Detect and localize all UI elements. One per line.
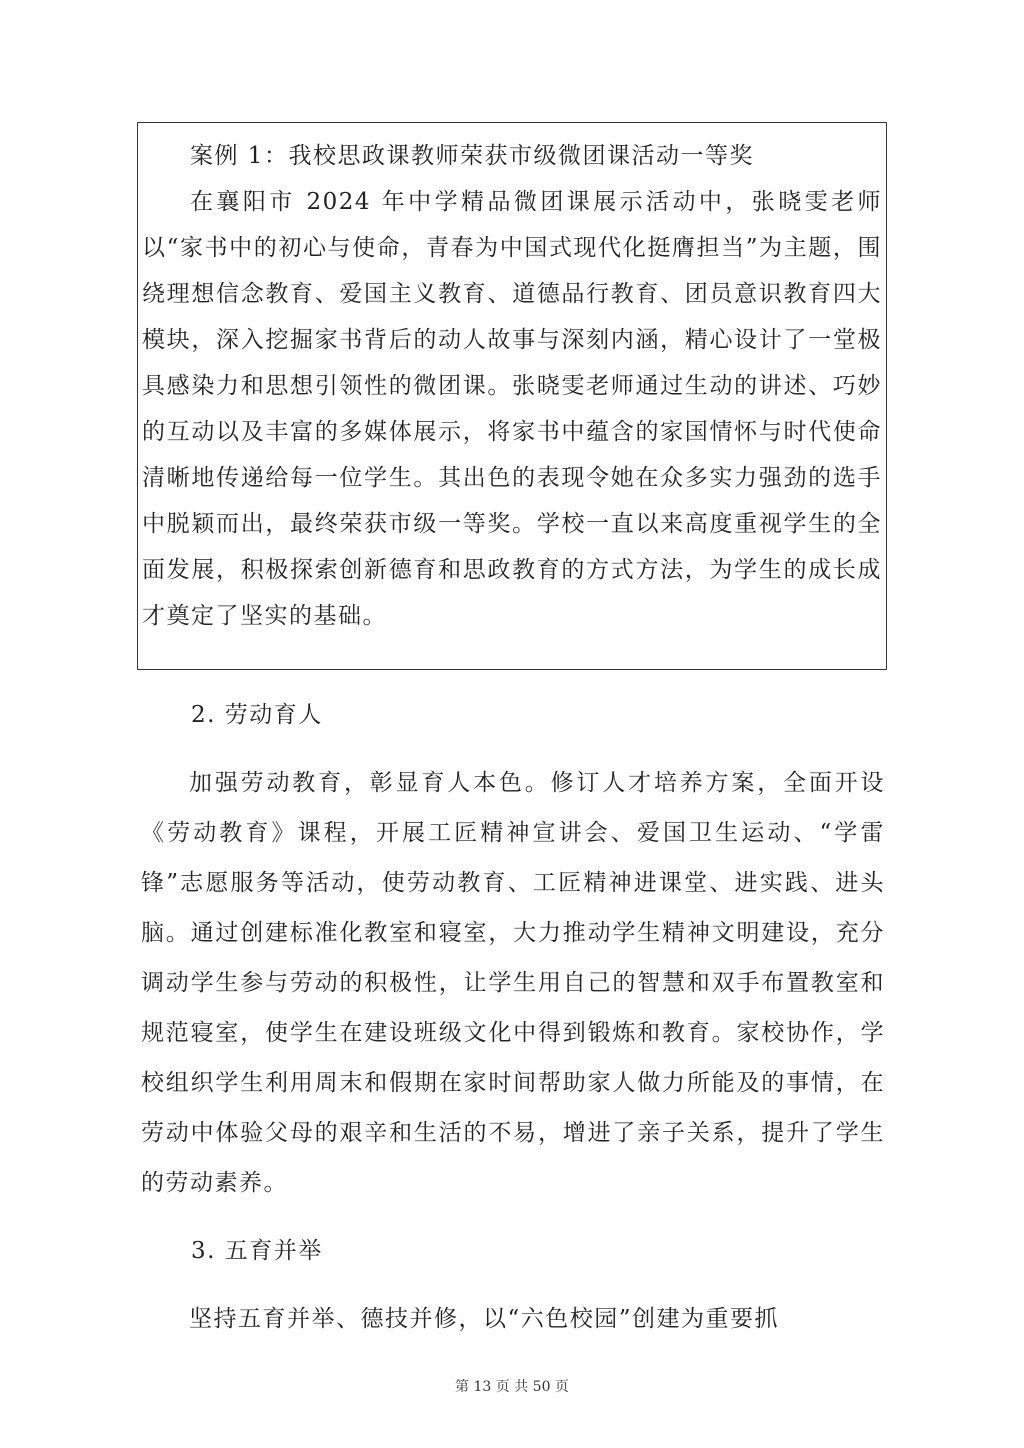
document-body — [141, 690, 885, 1344]
section-paragraph-five-education: 坚持五育并举、德技并修，以“六色校园”创建为重要抓 — [189, 1306, 780, 1332]
case-study-box — [137, 122, 887, 670]
section-heading-labor: 2. 劳动育人 — [191, 702, 323, 728]
page-number-footer: 第 13 页 共 50 页 — [455, 1379, 569, 1395]
case-paragraph: 在襄阳市 2024 年中学精品微团课展示活动中，张晓雯老师以“家书中的初心与使命，青春为中国式现代化挺膺担当”为主题，围绕理想信念教育、爱国主义教育、道德品行教育、团员意识教育四大模块，深入挖掘家书背后的动人故事与深刻内涵，精心设计了一堂极具感染力和思想引领性的微团课。张晓雯老师通过生动的讲述、巧妙的互动以及丰富的多媒体展示，将家书中蕴含的家国情怀与时代使命清晰地传递给每一位学生。其出色的表现令她在众多实力强劲的选手中脱颖而出，最终荣获市级一等奖。学校一直以来高度重视学生的全面发展，积极探索创新德育和思政教育的方式方法，为学生的成长成才奠定了坚实的基础。 — [142, 189, 882, 629]
case-title: 案例 1：我校思政课教师荣获市级微团课活动一等奖 — [190, 143, 754, 169]
section-paragraph-labor: 加强劳动教育，彰显育人本色。修订人才培养方案，全面开设《劳动教育》课程，开展工匠精神宣讲会、爱国卫生运动、“学雷锋”志愿服务等活动，使劳动教育、工匠精神进课堂、进实践、进头脑。通过创建标准化教室和寝室，大力推动学生精神文明建设，充分调动学生参与劳动的积极性，让学生用自己的智慧和双手布置教室和规范寝室，使学生在建设班级文化中得到锻炼和教育。家校协作，学校组织学生利用周末和假期在家时间帮助家人做力所能及的事情，在劳动中体验父母的艰辛和生活的不易，增进了亲子关系，提升了学生的劳动素养。 — [141, 770, 885, 1196]
section-heading-five-education: 3. 五育并举 — [191, 1238, 323, 1264]
